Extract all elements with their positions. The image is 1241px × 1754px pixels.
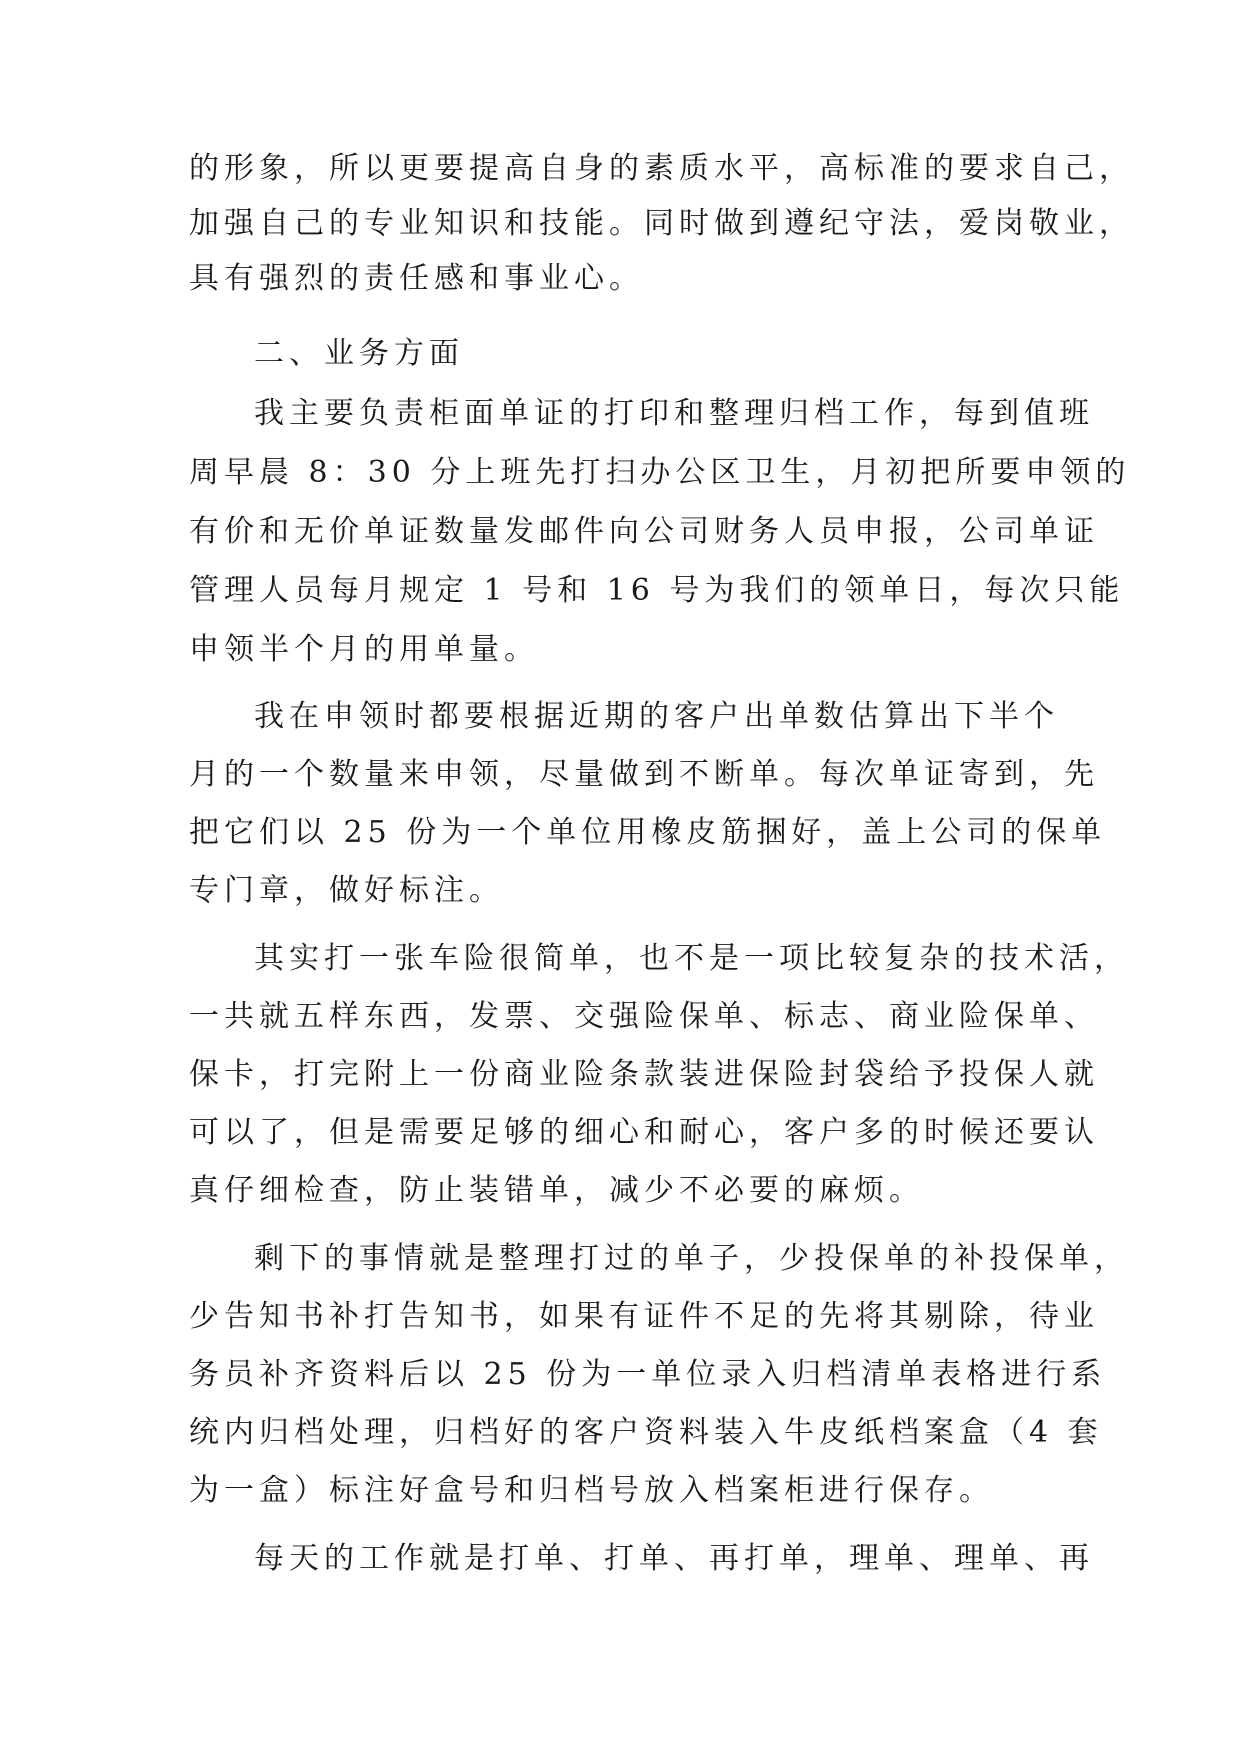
text-line: 申领半个月的用单量。 xyxy=(189,632,539,667)
text-line: 真仔细检查，防止装错单，减少不必要的麻烦。 xyxy=(189,1173,924,1208)
section-heading: 二、业务方面 xyxy=(254,336,464,371)
text-line: 的形象，所以更要提高自身的素质水平，高标准的要求自己， xyxy=(189,151,1134,186)
text-line: 一共就五样东西，发票、交强险保单、标志、商业险保单、 xyxy=(189,999,1099,1034)
text-line: 务员补齐资料后以 25 份为一单位录入归档清单表格进行系 xyxy=(189,1357,1107,1392)
text-line: 其实打一张车险很简单，也不是一项比较复杂的技术活， xyxy=(254,941,1129,976)
text-line: 少告知书补打告知书，如果有证件不足的先将其剔除，待业 xyxy=(189,1299,1099,1334)
text-line: 我在申领时都要根据近期的客户出单数估算出下半个 xyxy=(254,699,1059,734)
text-line: 每天的工作就是打单、打单、再打单，理单、理单、再 xyxy=(254,1541,1094,1576)
text-line: 可以了，但是需要足够的细心和耐心，客户多的时候还要认 xyxy=(189,1115,1099,1150)
text-line: 把它们以 25 份为一个单位用橡皮筋捆好，盖上公司的保单 xyxy=(189,815,1107,850)
text-line: 周早晨 8：30 分上班先打扫办公区卫生，月初把所要申领的 xyxy=(189,455,1131,490)
text-line: 管理人员每月规定 1 号和 16 号为我们的领单日，每次只能 xyxy=(189,573,1125,608)
text-line: 月的一个数量来申领，尽量做到不断单。每次单证寄到，先 xyxy=(189,757,1099,792)
text-line: 统内归档处理，归档好的客户资料装入牛皮纸档案盒（4 套 xyxy=(189,1415,1103,1450)
text-line: 我主要负责柜面单证的打印和整理归档工作，每到值班 xyxy=(254,396,1094,431)
text-line: 专门章，做好标注。 xyxy=(189,873,504,908)
text-line: 具有强烈的责任感和事业心。 xyxy=(189,261,644,296)
text-line: 有价和无价单证数量发邮件向公司财务人员申报，公司单证 xyxy=(189,514,1099,549)
text-line: 为一盒）标注好盒号和归档号放入档案柜进行保存。 xyxy=(189,1473,994,1508)
text-line: 加强自己的专业知识和技能。同时做到遵纪守法，爱岗敬业， xyxy=(189,206,1134,241)
text-line: 剩下的事情就是整理打过的单子，少投保单的补投保单， xyxy=(254,1241,1129,1276)
text-line: 保卡，打完附上一份商业险条款装进保险封袋给予投保人就 xyxy=(189,1057,1099,1092)
